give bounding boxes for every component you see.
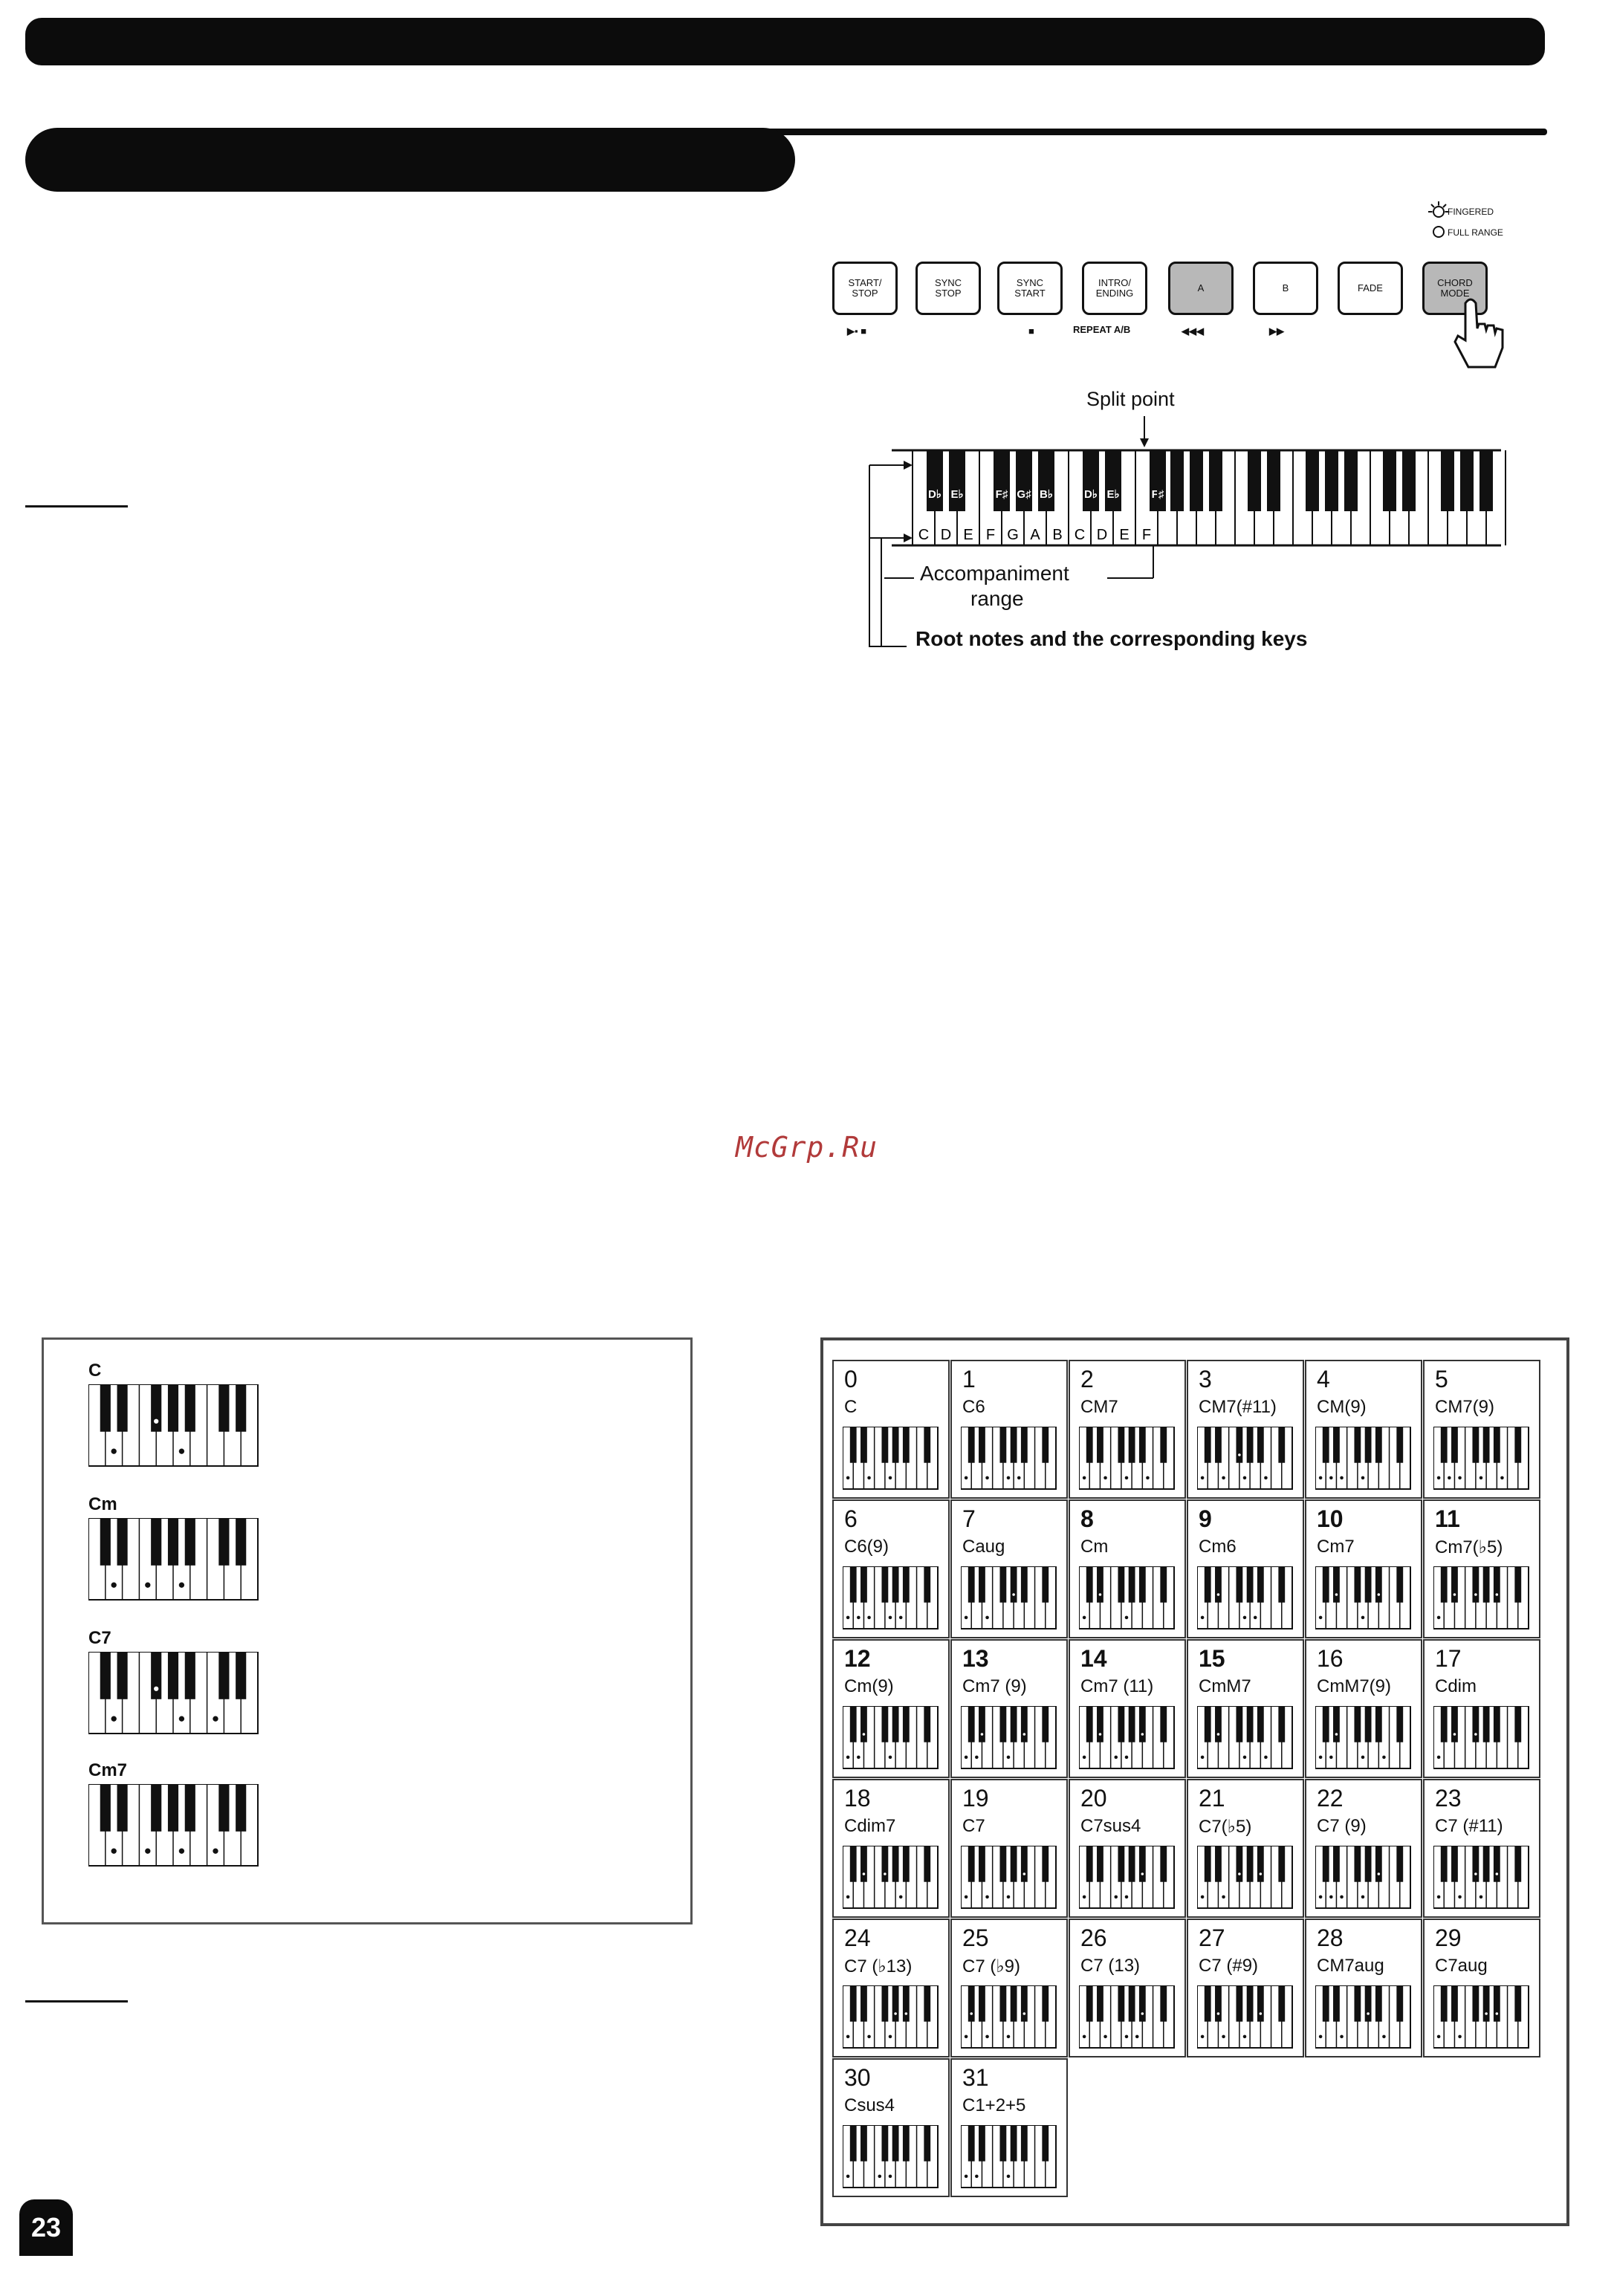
chord-name: Cm7(♭5) — [1435, 1537, 1503, 1557]
chord-cell — [832, 1499, 950, 1638]
chord-cell — [832, 1779, 950, 1918]
intro-ending-button[interactable]: INTRO/ ENDING — [1082, 262, 1147, 315]
white-key-label: F — [985, 527, 996, 543]
chord-cell — [1069, 1360, 1186, 1499]
chord-cell — [1069, 1499, 1186, 1638]
chord-number: 19 — [962, 1785, 989, 1812]
chord-cell — [1187, 1919, 1304, 2057]
chord-name: Cm7 (9) — [962, 1676, 1027, 1696]
chord-name: C6(9) — [844, 1537, 889, 1557]
chord-cell — [1423, 1639, 1540, 1778]
sync-start-button[interactable]: SYNC START — [997, 262, 1063, 315]
chord-keyboard — [1079, 1566, 1176, 1630]
chord-keyboard — [1315, 1846, 1412, 1910]
chord-name: C7 (13) — [1080, 1956, 1141, 1976]
chord-name: C7 (♭13) — [844, 1956, 913, 1976]
chord-keyboard — [843, 1427, 939, 1491]
chord-cell — [1187, 1360, 1304, 1499]
chord-keyboard — [1079, 1427, 1176, 1491]
chord-number: 22 — [1317, 1785, 1344, 1812]
chord-cell — [950, 2058, 1068, 2197]
white-key-label: D — [940, 527, 952, 543]
header-bar — [25, 18, 1545, 65]
white-key-label: F — [1141, 527, 1152, 543]
chord-name: C — [844, 1397, 858, 1417]
black-key-label: B♭ — [1040, 488, 1053, 501]
chord-cell — [950, 1779, 1068, 1918]
chord-cell — [1423, 1779, 1540, 1918]
chord-number: 0 — [844, 1366, 858, 1392]
chord-name: C7sus4 — [1080, 1816, 1141, 1836]
chord-keyboard — [961, 1985, 1057, 2049]
chord-keyboard — [1197, 1846, 1294, 1910]
a-button[interactable]: A — [1168, 262, 1234, 315]
chord-keyboard — [961, 1566, 1057, 1630]
chord-example-name: Cm7 — [88, 1760, 128, 1780]
chord-cell — [832, 1360, 950, 1499]
black-key-label: D♭ — [1084, 488, 1098, 501]
chord-keyboard — [1197, 1427, 1294, 1491]
repeat-ab-label: REPEAT A/B — [1073, 324, 1131, 335]
led-fingered-label: FINGERED — [1448, 207, 1494, 217]
chord-number: 26 — [1080, 1924, 1107, 1951]
chord-cell — [1423, 1360, 1540, 1499]
chord-keyboard — [961, 1427, 1057, 1491]
chord-keyboard — [1197, 1706, 1294, 1770]
chord-number: 8 — [1080, 1505, 1094, 1532]
chord-name: Cm6 — [1199, 1537, 1237, 1557]
chord-name: Csus4 — [844, 2095, 895, 2115]
chord-cell — [1423, 1499, 1540, 1638]
chord-example-keyboard — [88, 1652, 259, 1735]
section-rule — [743, 129, 1547, 135]
chord-name: C7 (#9) — [1199, 1956, 1259, 1976]
chord-keyboard — [961, 1846, 1057, 1910]
chord-name: CM7aug — [1317, 1956, 1384, 1976]
chord-cell — [950, 1919, 1068, 2057]
fade-button[interactable]: FADE — [1338, 262, 1403, 315]
chord-number: 4 — [1317, 1366, 1330, 1392]
chord-name: CmM7 — [1199, 1676, 1251, 1696]
chord-number: 20 — [1080, 1785, 1107, 1812]
chord-keyboard — [1433, 1985, 1530, 2049]
chord-cell — [1305, 1360, 1422, 1499]
subheading-underline-1 — [25, 505, 128, 507]
chord-name: C1+2+5 — [962, 2095, 1026, 2115]
chord-name: C7 (9) — [1317, 1816, 1367, 1836]
chord-number: 18 — [844, 1785, 871, 1812]
black-key-label: G♯ — [1017, 488, 1031, 501]
chord-number: 17 — [1435, 1645, 1462, 1672]
chord-number: 6 — [844, 1505, 858, 1532]
chord-cell — [1305, 1779, 1422, 1918]
chord-number: 7 — [962, 1505, 976, 1532]
chord-number: 1 — [962, 1366, 976, 1392]
chord-example-keyboard — [88, 1518, 259, 1601]
chord-number: 21 — [1199, 1785, 1225, 1812]
chord-number: 16 — [1317, 1645, 1344, 1672]
chord-name: C7 (♭9) — [962, 1956, 1020, 1976]
chord-keyboard — [1079, 1846, 1176, 1910]
split-point-label: Split point — [1086, 388, 1175, 410]
chord-keyboard — [1079, 1985, 1176, 2049]
chord-keyboard — [1079, 1706, 1176, 1770]
chord-number: 29 — [1435, 1924, 1462, 1951]
chord-example-keyboard — [88, 1384, 259, 1468]
chord-keyboard — [843, 1706, 939, 1770]
chord-name: C7 (#11) — [1435, 1816, 1503, 1836]
chord-keyboard — [1433, 1427, 1530, 1491]
chord-keyboard — [1197, 1566, 1294, 1630]
chord-number: 3 — [1199, 1366, 1212, 1392]
chord-keyboard — [1197, 1985, 1294, 2049]
white-key-label: E — [963, 527, 973, 543]
start-stop-button[interactable]: START/ STOP — [832, 262, 898, 315]
chord-name: Cdim7 — [844, 1816, 896, 1836]
chord-name: CM7(9) — [1435, 1397, 1495, 1417]
chord-number: 12 — [844, 1645, 871, 1672]
sub-a-label: ◀◀◀ — [1182, 325, 1204, 337]
chord-keyboard — [843, 1846, 939, 1910]
root-notes-label: Root notes and the corresponding keys — [915, 627, 1308, 650]
chord-cell — [1305, 1499, 1422, 1638]
white-key-label: C — [918, 527, 930, 543]
chord-number: 31 — [962, 2064, 989, 2091]
chord-number: 24 — [844, 1924, 871, 1951]
chord-name: Caug — [962, 1537, 1005, 1557]
chord-cell — [832, 2058, 950, 2197]
chord-number: 27 — [1199, 1924, 1225, 1951]
sub-b-label: ▶▶ — [1269, 325, 1284, 337]
sub-syncstart-label: ■ — [1028, 325, 1034, 337]
white-key-label: C — [1074, 527, 1086, 543]
chord-cell — [1069, 1919, 1186, 2057]
chord-keyboard — [961, 2125, 1057, 2189]
subheading-underline-2 — [25, 2000, 128, 2002]
chord-keyboard — [1433, 1846, 1530, 1910]
chord-name: Cm(9) — [844, 1676, 894, 1696]
chord-cell — [1187, 1779, 1304, 1918]
chord-cell — [1187, 1499, 1304, 1638]
section-title-bar — [25, 128, 795, 192]
chord-cell — [950, 1639, 1068, 1778]
chord-name: CmM7(9) — [1317, 1676, 1391, 1696]
black-key-label: D♭ — [928, 488, 942, 501]
chord-name: CM7(#11) — [1199, 1397, 1277, 1417]
chord-example-box — [42, 1337, 693, 1924]
white-key-label: A — [1030, 527, 1040, 543]
chord-keyboard — [843, 1985, 939, 2049]
chord-cell — [950, 1499, 1068, 1638]
chord-keyboard — [1433, 1706, 1530, 1770]
chord-number: 10 — [1317, 1505, 1344, 1532]
chord-number: 25 — [962, 1924, 989, 1951]
chord-cell — [1187, 1639, 1304, 1778]
pointing-hand-icon — [1451, 296, 1510, 377]
chord-name: C7(♭5) — [1199, 1817, 1252, 1837]
chord-number: 30 — [844, 2064, 871, 2091]
black-key-label: E♭ — [1106, 488, 1120, 501]
chord-keyboard — [1315, 1985, 1412, 2049]
chord-keyboard — [961, 1706, 1057, 1770]
chord-keyboard — [843, 2125, 939, 2189]
keyboard-diagram — [840, 416, 1508, 661]
chord-keyboard — [1315, 1566, 1412, 1630]
white-key-label: E — [1119, 527, 1130, 543]
chord-name: CM7 — [1080, 1397, 1118, 1417]
chord-name: Cm — [1080, 1537, 1109, 1557]
chord-name: C6 — [962, 1397, 985, 1417]
black-key-label: E♭ — [950, 488, 964, 501]
accompaniment-range-label: Accompaniment — [920, 562, 1069, 585]
chord-keyboard — [1433, 1566, 1530, 1630]
chord-number: 5 — [1435, 1366, 1448, 1392]
b-button[interactable]: B — [1253, 262, 1318, 315]
chord-name: Cdim — [1435, 1676, 1477, 1696]
chord-keyboard — [1315, 1427, 1412, 1491]
watermark: McGrp.Ru — [736, 1131, 878, 1164]
chord-number: 9 — [1199, 1505, 1212, 1532]
sync-stop-button[interactable]: SYNC STOP — [915, 262, 981, 315]
chord-cell — [1423, 1919, 1540, 2057]
chord-number: 28 — [1317, 1924, 1344, 1951]
chord-keyboard — [843, 1566, 939, 1630]
chord-cell — [1069, 1779, 1186, 1918]
black-key-label: F♯ — [1151, 488, 1164, 501]
chord-number: 23 — [1435, 1785, 1462, 1812]
led-fullrange-label: FULL RANGE — [1448, 227, 1503, 238]
white-key-label: D — [1096, 527, 1108, 543]
chord-cell — [1069, 1639, 1186, 1778]
white-key-label: B — [1052, 527, 1063, 543]
chord-name: C7aug — [1435, 1956, 1488, 1976]
chord-number: 14 — [1080, 1645, 1107, 1672]
chord-number: 15 — [1199, 1645, 1225, 1672]
chord-mode-button[interactable]: CHORD MODE — [1422, 262, 1488, 315]
chord-name: Cm7 — [1317, 1537, 1355, 1557]
chord-number: 13 — [962, 1645, 989, 1672]
chord-cell — [950, 1360, 1068, 1499]
chord-example-name: C — [88, 1361, 102, 1381]
chord-cell — [832, 1639, 950, 1778]
black-key-label: F♯ — [995, 488, 1008, 501]
accompaniment-range-label-2: range — [970, 587, 1024, 610]
white-key-label: G — [1007, 527, 1019, 543]
sub-start-label: ▶▪ ■ — [847, 325, 867, 337]
chord-example-name: Cm — [88, 1494, 117, 1514]
chord-type-table — [820, 1337, 1569, 2226]
page-number: 23 — [19, 2199, 73, 2256]
chord-cell — [1305, 1639, 1422, 1778]
chord-example-name: C7 — [88, 1628, 111, 1648]
chord-cell — [832, 1919, 950, 2057]
chord-keyboard — [1315, 1706, 1412, 1770]
chord-example-keyboard — [88, 1784, 259, 1867]
chord-name: Cm7 (11) — [1080, 1676, 1154, 1696]
chord-number: 2 — [1080, 1366, 1094, 1392]
chord-number: 11 — [1435, 1505, 1460, 1532]
chord-name: C7 — [962, 1816, 985, 1836]
chord-cell — [1305, 1919, 1422, 2057]
chord-name: CM(9) — [1317, 1397, 1367, 1417]
